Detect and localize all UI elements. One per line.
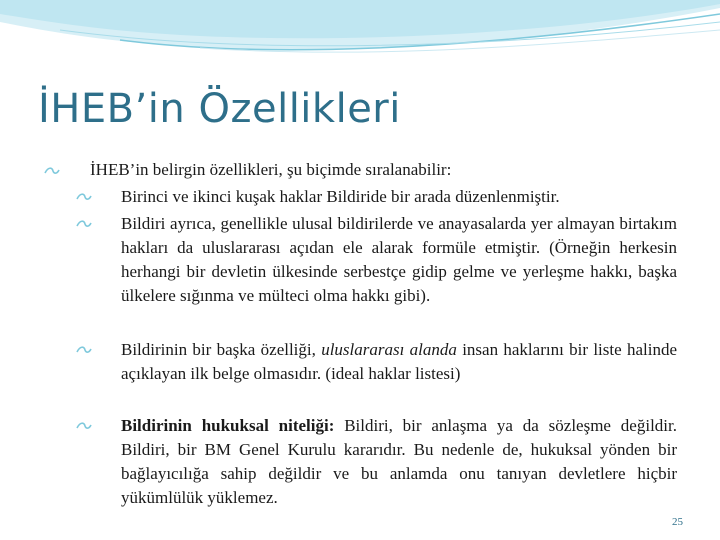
list-item	[121, 212, 677, 308]
curl-bullet-icon	[76, 345, 92, 355]
list-item-text: Bildiri, bir anlaşma ya da sözleşme değildir. Bildiri, bir BM Genel Kurulu kararıdır. Bu nedenle de, hukuksal yönden bir bağlayıcılığa sahip değildir ve bu anlamda onu tanıyan devletlere hiçbir yükümlülük yüklemez.	[121, 416, 677, 507]
slide-number: 25	[672, 516, 683, 528]
emphasis-text: uluslararası alanda	[321, 340, 457, 359]
list-item-text: Birinci ve ikinci kuşak haklar Bildiride bir arada düzenlenmiştir.	[121, 187, 560, 206]
list-item	[121, 338, 677, 386]
list-item-text: Bildirinin bir başka özelliği,	[121, 340, 322, 359]
bold-heading-text: Bildirinin hukuksal niteliği:	[121, 416, 335, 435]
slide-title: İHEB’in Özellikleri	[38, 86, 401, 132]
list-item	[121, 185, 677, 209]
curl-bullet-icon	[76, 219, 92, 229]
curl-bullet-icon	[44, 166, 60, 176]
list-item	[121, 414, 677, 510]
intro-text: İHEB’in belirgin özellikleri, şu biçimde sıralanabilir:	[90, 160, 452, 179]
list-item-text: Bildiri ayrıca, genellikle ulusal bildirilerde ve anayasalarda yer almayan birtakım hakları da uluslararası açıdan ele alarak formüle etmiştir. (Örneğin herkesin herhangi bir devletin ülkesinde serbestçe gidip gelme ve yerleşme hakkı, başka ülkelere sığınma ve mülteci olma hakkı gibi).	[121, 214, 677, 305]
header-wave-decoration	[0, 0, 720, 70]
curl-bullet-icon	[76, 421, 92, 431]
list-item-text: insan haklarını bir liste halinde açıklayan ilk belge olmasıdır. (ideal haklar listesi)	[121, 340, 677, 383]
curl-bullet-icon	[76, 192, 92, 202]
